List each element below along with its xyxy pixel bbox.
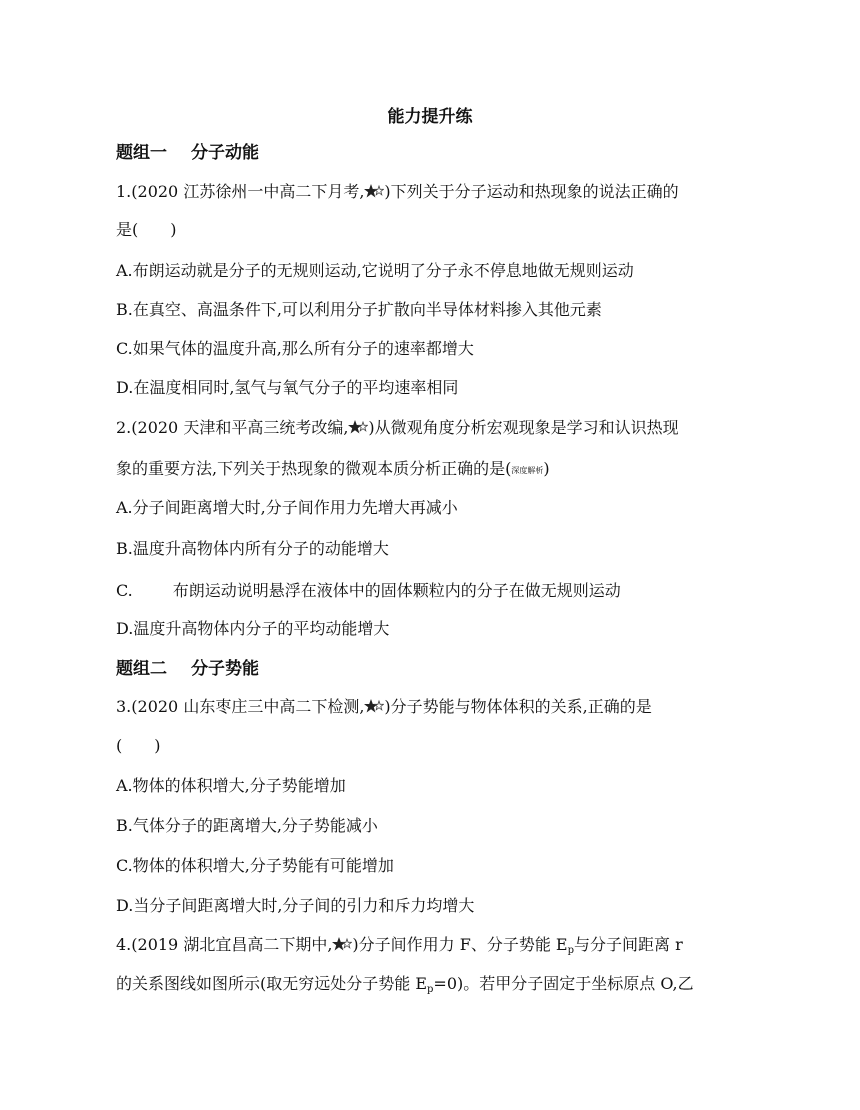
question-stem: )分子间作用力 F、分子势能 E bbox=[352, 935, 568, 954]
option-c: C.如果气体的温度升高,那么所有分子的速率都增大 bbox=[116, 339, 474, 358]
question-source: 3.(2020 山东枣庄三中高二下检测, bbox=[116, 697, 365, 716]
subscript: p bbox=[567, 945, 575, 956]
group-heading-2 bbox=[116, 658, 764, 680]
option-d: D.在温度相同时,氢气与氧气分子的平均速率相同 bbox=[116, 378, 459, 397]
question-source: 1.(2020 江苏徐州一中高二下月考, bbox=[116, 182, 365, 201]
question-stem: 的关系图线如图所示(取无穷远处分子势能 E bbox=[116, 974, 428, 993]
deep-analysis-tag: 深度解析 bbox=[511, 466, 544, 475]
question-stem-end: =0)。若甲分子固定于坐标原点 O,乙 bbox=[433, 974, 694, 993]
question-4-line-1 bbox=[116, 934, 764, 962]
option-c: C.物体的体积增大,分子势能有可能增加 bbox=[116, 856, 394, 875]
option-b: B.气体分子的距离增大,分子势能减小 bbox=[116, 816, 378, 835]
option-a: A.布朗运动就是分子的无规则运动,它说明了分子永不停息地做无规则运动 bbox=[116, 261, 634, 280]
question-3-line-1 bbox=[116, 696, 764, 718]
question-stem: )分子势能与物体体积的关系,正确的是 bbox=[384, 697, 652, 716]
difficulty-stars-icon bbox=[364, 698, 384, 714]
group-label: 题组一 bbox=[116, 143, 167, 163]
question-source: 4.(2019 湖北宜昌高二下期中, bbox=[116, 935, 333, 954]
question-source: 2.(2020 天津和平高三统考改编, bbox=[116, 418, 349, 437]
question-1-line-2: 是( ) bbox=[116, 220, 177, 239]
question-1-line-1 bbox=[116, 181, 764, 203]
difficulty-stars-icon bbox=[332, 936, 352, 952]
question-stem-cont: 象的重要方法,下列关于热现象的微观本质分析正确的是( bbox=[116, 459, 512, 478]
option-a: A.物体的体积增大,分子势能增加 bbox=[116, 776, 346, 795]
question-stem: )下列关于分子运动和热现象的说法正确的 bbox=[384, 182, 679, 201]
section-title: 能力提升练 bbox=[387, 107, 473, 127]
paren-close: ) bbox=[543, 459, 550, 478]
difficulty-stars-icon bbox=[364, 183, 384, 199]
question-2-line-2 bbox=[116, 458, 764, 482]
option-label: C. bbox=[116, 581, 133, 600]
option-a: A.分子间距离增大时,分子间作用力先增大再减小 bbox=[116, 498, 458, 517]
difficulty-stars-icon bbox=[348, 419, 368, 435]
option-b: B.在真空、高温条件下,可以利用分子扩散向半导体材料掺入其他元素 bbox=[116, 300, 602, 319]
question-stem: )从微观角度分析宏观现象是学习和认识热现 bbox=[368, 418, 679, 437]
option-d: D.当分子间距离增大时,分子间的引力和斥力均增大 bbox=[116, 896, 475, 915]
group-name: 分子动能 bbox=[191, 143, 259, 163]
subscript: p bbox=[427, 984, 434, 995]
option-b: B.温度升高物体内所有分子的动能增大 bbox=[116, 539, 389, 558]
option-c bbox=[116, 580, 764, 602]
option-text: 布朗运动说明悬浮在液体中的固体颗粒内的分子在做无规则运动 bbox=[172, 581, 621, 600]
question-stem-end: 与分子间距离 r bbox=[574, 935, 683, 954]
question-2-line-1 bbox=[116, 417, 764, 439]
group-name: 分子势能 bbox=[191, 659, 259, 679]
group-heading-1 bbox=[116, 142, 764, 164]
question-3-line-2: ( ) bbox=[116, 736, 161, 755]
question-4-line-2 bbox=[116, 973, 764, 1001]
option-d: D.温度升高物体内分子的平均动能增大 bbox=[116, 619, 390, 638]
group-label: 题组二 bbox=[116, 659, 167, 679]
